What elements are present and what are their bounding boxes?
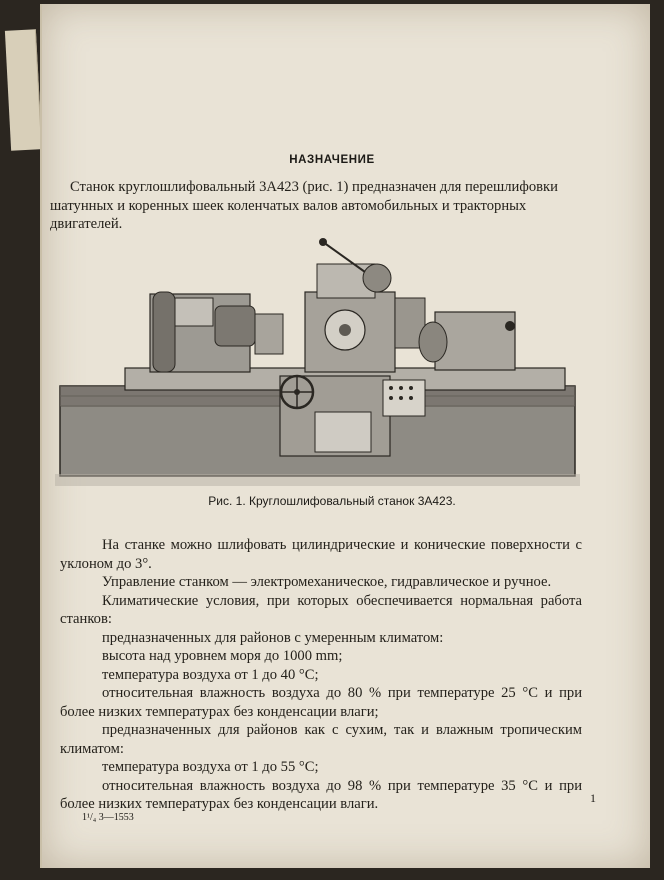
body-text (60, 536, 582, 814)
paragraph-climate: Климатические условия, при которых обеспечивается нормальная работа станков: (60, 592, 582, 627)
section-heading: НАЗНАЧЕНИЕ (289, 154, 375, 166)
list-altitude: высота над уровнем моря до 1000 mm; (102, 648, 343, 664)
figure-caption: Рис. 1. Круглошлифовальный станок 3А423. (208, 494, 456, 508)
list-humidity-temperate: относительная влажность воздуха до 80 % при температуре 25 °С и при более низких температурах без конденсации влаги; (60, 685, 582, 720)
list-temperate-heading: предназначенных для районов с умеренным климатом: (102, 629, 444, 646)
print-code: 1¹/₄ 3—1553 (82, 812, 134, 823)
machine-illustration (55, 236, 580, 486)
list-temperature-tropical: температура воздуха от 1 до 55 °С; (102, 759, 319, 775)
list-tropical-heading: предназначенных для районов как с сухим, так и влажным тропическим климатом: (60, 722, 582, 757)
list-temperature-temperate: температура воздуха от 1 до 40 °С; (102, 666, 319, 683)
paragraph-grinding: На станке можно шлифовать цилиндрические и конические поверхности с уклоном до 3°. (60, 537, 582, 572)
list-humidity-tropical: относительная влажность воздуха до 98 % при температуре 35 °С и при более низких температурах без конденсации влаги. (60, 777, 582, 812)
page-edge-strip (5, 29, 42, 150)
page-number: 1 (590, 791, 596, 805)
paragraph-control: Управление станком — электромеханическое, гидравлическое и ручное. (102, 574, 552, 590)
intro-paragraph: Станок круглошлифовальный 3А423 (рис. 1) предназначен для перешлифовки шатунных и коренных шеек коленчатых валов автомобильных и тракторных двигателей. (50, 179, 558, 232)
